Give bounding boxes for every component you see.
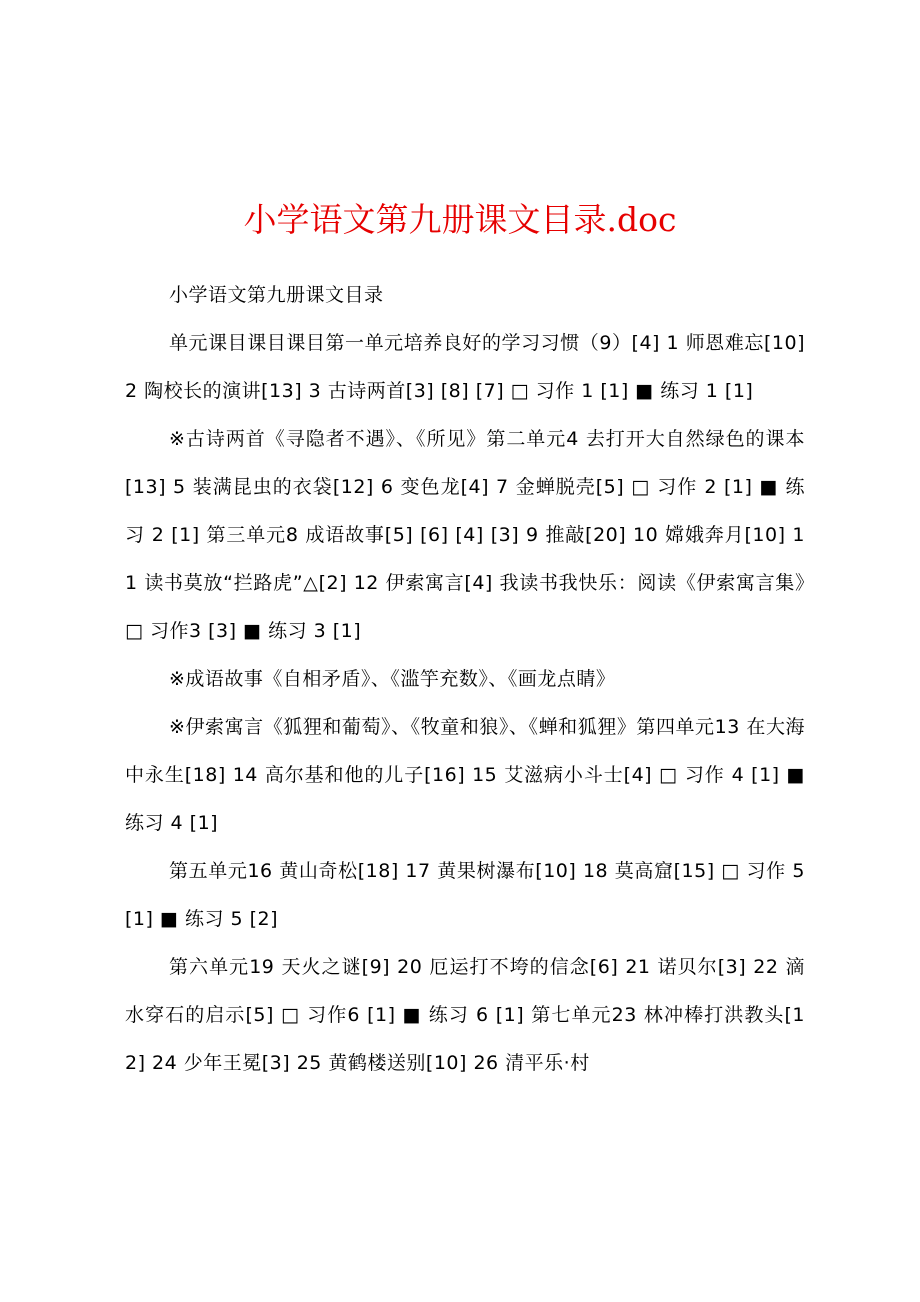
paragraph-unit-five: 第五单元16 黄山奇松[18] 17 黄果树瀑布[10] 18 莫高窟[15] □ 习作 5 [1] ■ 练习 5 [2] — [125, 860, 805, 930]
paragraph-idiom-stories: ※成语故事《自相矛盾》、《滥竽充数》、《画龙点睛》 — [169, 668, 616, 690]
document-title: 小学语文第九册课文目录.doc — [243, 200, 677, 239]
paragraph-subtitle: 小学语文第九册课文目录 — [169, 284, 384, 306]
paragraph-units-six-seven: 第六单元19 天火之谜[9] 20 厄运打不垮的信念[6] 21 诺贝尔[3] 22 滴水穿石的启示[5] □ 习作6 [1] ■ 练习 6 [1] 第七单元23 林冲棒打洪教头[12] 24 少年王冕[3] 25 黄鹤楼送别[10] 26 清平乐·村 — [125, 956, 805, 1074]
paragraph-units-two-three: ※古诗两首《寻隐者不遇》、《所见》第二单元4 去打开大自然绿色的课本[13] 5 装满昆虫的衣袋[12] 6 变色龙[4] 7 金蝉脱壳[5] □ 习作 2 [1] ■ 练习 2 [1] 第三单元8 成语故事[5] [6] [4] [3] 9 推敲[20] 10 嫦娥奔月[10] 11 读书莫放“拦路虎”△[2] 12 伊索寓言[4] 我读书我快乐：阅读《伊索寓言集》□ 习作3 [3] ■ 练习 3 [1] — [125, 428, 805, 642]
document-body — [125, 271, 805, 1087]
paragraph-unit-one: 单元课目课目课目第一单元培养良好的学习习惯（9）[4] 1 师恩难忘[10] 2 陶校长的演讲[13] 3 古诗两首[3] [8] [7] □ 习作 1 [1] ■ 练习 1 [1] — [125, 332, 805, 402]
paragraph-aesop-unit-four: ※伊索寓言《狐狸和葡萄》、《牧童和狼》、《蝉和狐狸》第四单元13 在大海中永生[18] 14 高尔基和他的儿子[16] 15 艾滋病小斗士[4] □ 习作 4 [1] ■ 练习 4 [1] — [125, 716, 805, 834]
